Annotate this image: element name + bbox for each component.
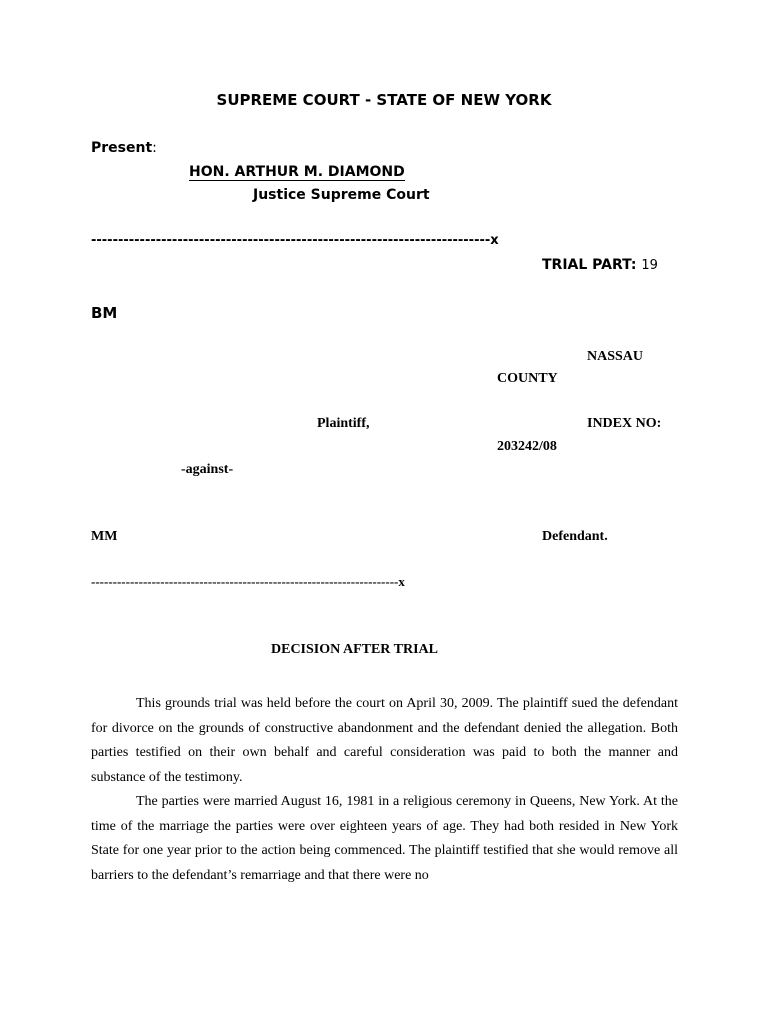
caption-divider-bottom: -----------------------------------------------------------------------x [91,574,405,589]
body-paragraph: This grounds trial was held before the court on April 30, 2009. The plaintiff sued the defendant for divorce on the grounds of constructive abandonment and the defendant denied the allegation. Both parties testified on their own behalf and careful consideration was paid to both the manner and substance of the testimony. [91,696,678,785]
trial-part-value: 19 [641,258,658,273]
present-label-text: Present [91,140,153,156]
county-line-2: COUNTY [497,371,558,386]
judge-name: HON. ARTHUR M. DIAMOND [189,164,405,180]
defendant-label: Defendant. [542,529,608,544]
trial-part-colon: : [630,257,637,273]
plaintiff-name: BM [91,304,118,322]
trial-part-label: TRIAL PART [542,257,631,273]
present-label-colon: : [152,140,157,156]
defendant-name: MM [91,529,118,544]
index-number-value: 203242/08 [497,439,557,454]
index-number-label: INDEX NO: [587,416,662,431]
against-label: -against- [181,462,234,477]
judge-title: Justice Supreme Court [253,187,430,203]
county-line-1: NASSAU [587,349,644,364]
court-title: SUPREME COURT - STATE OF NEW YORK [216,91,552,109]
decision-body [91,692,678,888]
caption-divider-top: --------------------------------------------------------------------------x [91,233,499,248]
trial-part [542,257,658,273]
body-paragraph: The parties were married August 16, 1981 in a religious ceremony in Queens, New York. At the time of the marriage the parties were over eighteen years of age. They had both resided in New York State for one year prior to the action being commenced. The plaintiff testified that she would remove all barriers to the defendant’s remarriage and that there were no [91,794,678,883]
decision-heading: DECISION AFTER TRIAL [271,642,439,657]
plaintiff-label: Plaintiff, [317,416,370,431]
present-label [91,140,157,156]
